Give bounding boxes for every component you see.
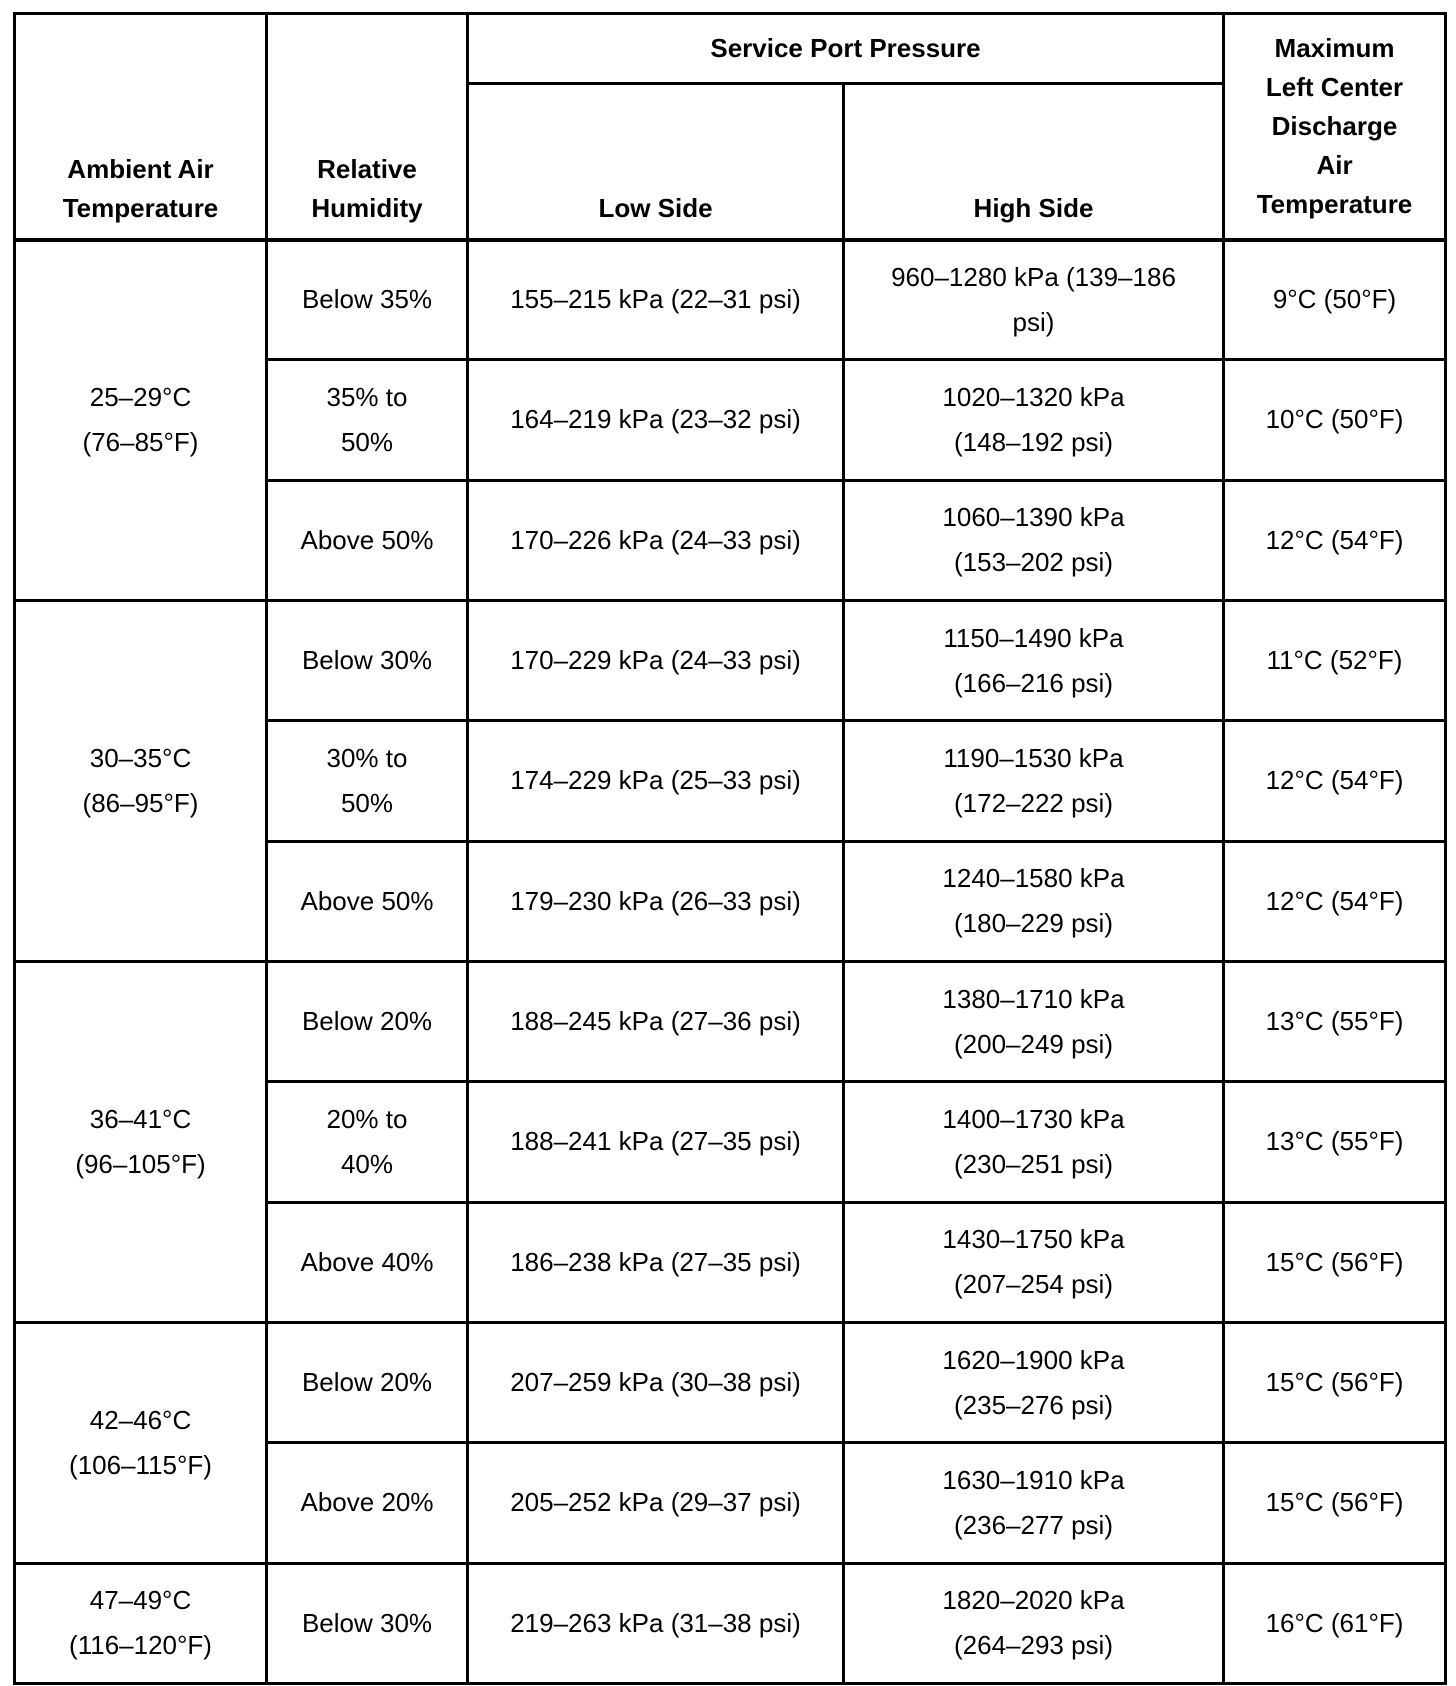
- discharge-temperature-cell: 15°C (56°F): [1224, 1322, 1446, 1442]
- high-side-pressure-cell: [844, 1443, 1224, 1563]
- relative-humidity-line-2: 50%: [340, 787, 394, 818]
- high-side-pressure-line-2: (172–222 psi): [954, 787, 1113, 818]
- high-side-pressure-line-2: (264–293 psi): [954, 1630, 1113, 1661]
- header-low-side: Low Side: [468, 84, 844, 240]
- ambient-temperature-cell: [15, 240, 267, 601]
- high-side-pressure-line-1: 1060–1390 kPa: [942, 502, 1125, 533]
- header-humidity-line-1: Relative: [317, 153, 417, 184]
- table-row: [15, 1563, 1446, 1683]
- header-ambient-air-temperature: [15, 14, 267, 240]
- relative-humidity-line-1: 30% to: [326, 742, 408, 773]
- low-side-pressure-cell: 170–229 kPa (24–33 psi): [468, 600, 844, 720]
- high-side-pressure-cell: [844, 1202, 1224, 1322]
- relative-humidity-cell: [267, 1202, 468, 1322]
- relative-humidity-line-1: 35% to: [326, 381, 408, 412]
- high-side-pressure-line-2: (200–249 psi): [954, 1028, 1113, 1059]
- table-row: [15, 961, 1446, 1081]
- relative-humidity-cell: [267, 360, 468, 480]
- ambient-temperature-cell: [15, 961, 267, 1322]
- relative-humidity-cell: [267, 1322, 468, 1442]
- header-discharge-line-1: Maximum: [1274, 33, 1395, 63]
- table-row: [15, 1322, 1446, 1442]
- discharge-temperature-cell: 12°C (54°F): [1224, 480, 1446, 600]
- discharge-temperature-cell: 12°C (54°F): [1224, 841, 1446, 961]
- relative-humidity-line-1: Above 50%: [300, 885, 434, 916]
- table-body: [15, 240, 1446, 1684]
- high-side-pressure-line-2: (235–276 psi): [954, 1389, 1113, 1420]
- high-side-pressure-line-1: 1240–1580 kPa: [942, 863, 1125, 894]
- discharge-temperature-cell: 15°C (56°F): [1224, 1443, 1446, 1563]
- relative-humidity-cell: [267, 721, 468, 841]
- ambient-temperature-cell: [15, 600, 267, 961]
- relative-humidity-line-2: 50%: [340, 426, 394, 457]
- relative-humidity-cell: [267, 1443, 468, 1563]
- low-side-pressure-cell: 155–215 kPa (22–31 psi): [468, 240, 844, 360]
- high-side-pressure-line-2: (153–202 psi): [954, 547, 1113, 578]
- discharge-temperature-cell: 13°C (55°F): [1224, 961, 1446, 1081]
- high-side-pressure-line-1: 1380–1710 kPa: [942, 983, 1125, 1014]
- high-side-pressure-line-1: 1400–1730 kPa: [942, 1103, 1125, 1134]
- high-side-pressure-line-1: 1430–1750 kPa: [942, 1224, 1125, 1255]
- header-humidity-line-2: Humidity: [311, 192, 423, 223]
- discharge-temperature-cell: 12°C (54°F): [1224, 721, 1446, 841]
- header-relative-humidity: [267, 14, 468, 240]
- relative-humidity-line-1: Below 20%: [301, 1367, 433, 1398]
- high-side-pressure-line-2: (236–277 psi): [954, 1509, 1113, 1540]
- header-service-port-pressure: Service Port Pressure: [468, 14, 1224, 84]
- relative-humidity-line-1: Above 40%: [300, 1246, 434, 1277]
- relative-humidity-cell: [267, 961, 468, 1081]
- high-side-pressure-cell: [844, 1563, 1224, 1683]
- high-side-pressure-cell: [844, 360, 1224, 480]
- relative-humidity-cell: [267, 600, 468, 720]
- high-side-pressure-line-1: 1020–1320 kPa: [942, 381, 1125, 412]
- ambient-temperature-cell: [15, 1322, 267, 1563]
- discharge-temperature-cell: 13°C (55°F): [1224, 1082, 1446, 1202]
- relative-humidity-cell: [267, 841, 468, 961]
- ambient-temperature-line-2: (76–85°F): [82, 427, 199, 458]
- discharge-temperature-cell: 16°C (61°F): [1224, 1563, 1446, 1683]
- high-side-pressure-line-1: 1820–2020 kPa: [942, 1585, 1125, 1616]
- high-side-pressure-cell: [844, 721, 1224, 841]
- high-side-pressure-line-2: (148–192 psi): [954, 426, 1113, 457]
- low-side-pressure-cell: 188–245 kPa (27–36 psi): [468, 961, 844, 1081]
- ambient-temperature-line-2: (106–115°F): [69, 1449, 212, 1480]
- header-discharge-line-2: Left Center: [1265, 72, 1404, 102]
- high-side-pressure-line-2: (207–254 psi): [954, 1269, 1113, 1300]
- ambient-temperature-line-1: 47–49°C: [89, 1585, 192, 1616]
- ambient-temperature-line-2: (96–105°F): [75, 1148, 206, 1179]
- relative-humidity-cell: [267, 1563, 468, 1683]
- low-side-pressure-cell: 207–259 kPa (30–38 psi): [468, 1322, 844, 1442]
- high-side-pressure-cell: [844, 961, 1224, 1081]
- high-side-pressure-line-1: 1630–1910 kPa: [942, 1464, 1125, 1495]
- high-side-pressure-line-1: 1620–1900 kPa: [942, 1344, 1125, 1375]
- low-side-pressure-cell: 179–230 kPa (26–33 psi): [468, 841, 844, 961]
- high-side-pressure-line-2: psi): [1012, 306, 1055, 337]
- header-discharge-line-3: Discharge: [1271, 111, 1398, 141]
- relative-humidity-cell: [267, 480, 468, 600]
- high-side-pressure-cell: [844, 240, 1224, 360]
- ambient-temperature-line-1: 36–41°C: [89, 1103, 192, 1134]
- low-side-pressure-cell: 186–238 kPa (27–35 psi): [468, 1202, 844, 1322]
- table-row: [15, 600, 1446, 720]
- high-side-pressure-line-1: 1150–1490 kPa: [943, 622, 1124, 653]
- table-row: [15, 240, 1446, 360]
- discharge-temperature-cell: 11°C (52°F): [1224, 600, 1446, 720]
- ambient-temperature-line-1: 42–46°C: [89, 1404, 192, 1435]
- high-side-pressure-cell: [844, 1082, 1224, 1202]
- relative-humidity-cell: [267, 240, 468, 360]
- low-side-pressure-cell: 205–252 kPa (29–37 psi): [468, 1443, 844, 1563]
- low-side-pressure-cell: 188–241 kPa (27–35 psi): [468, 1082, 844, 1202]
- relative-humidity-line-1: Below 30%: [301, 645, 433, 676]
- header-max-discharge-temperature: [1224, 14, 1446, 240]
- high-side-pressure-line-2: (180–229 psi): [954, 908, 1113, 939]
- high-side-pressure-line-2: (166–216 psi): [954, 667, 1113, 698]
- ambient-temperature-line-2: (116–120°F): [69, 1630, 212, 1661]
- header-discharge-line-5: Temperature: [1256, 189, 1413, 219]
- low-side-pressure-cell: 170–226 kPa (24–33 psi): [468, 480, 844, 600]
- low-side-pressure-cell: 164–219 kPa (23–32 psi): [468, 360, 844, 480]
- header-row-1: [15, 14, 1446, 84]
- low-side-pressure-cell: 219–263 kPa (31–38 psi): [468, 1563, 844, 1683]
- low-side-pressure-cell: 174–229 kPa (25–33 psi): [468, 721, 844, 841]
- high-side-pressure-cell: [844, 1322, 1224, 1442]
- high-side-pressure-line-1: 960–1280 kPa (139–186: [891, 261, 1176, 292]
- header-discharge-line-4: Air: [1316, 150, 1353, 180]
- relative-humidity-line-1: Below 20%: [301, 1006, 433, 1037]
- high-side-pressure-cell: [844, 600, 1224, 720]
- high-side-pressure-line-2: (230–251 psi): [954, 1148, 1113, 1179]
- ambient-temperature-cell: [15, 1563, 267, 1683]
- relative-humidity-line-1: 20% to: [326, 1103, 408, 1134]
- ambient-temperature-line-1: 30–35°C: [89, 742, 192, 773]
- relative-humidity-line-1: Above 50%: [300, 524, 434, 555]
- relative-humidity-line-1: Below 35%: [301, 284, 433, 315]
- ambient-temperature-line-1: 25–29°C: [89, 382, 192, 413]
- header-ambient-line-2: Temperature: [62, 192, 219, 223]
- high-side-pressure-cell: [844, 480, 1224, 600]
- header-ambient-line-1: Ambient Air: [67, 153, 214, 184]
- discharge-temperature-cell: 10°C (50°F): [1224, 360, 1446, 480]
- discharge-temperature-cell: 15°C (56°F): [1224, 1202, 1446, 1322]
- relative-humidity-line-2: 40%: [340, 1148, 394, 1179]
- ac-performance-table: [13, 12, 1447, 1685]
- header-high-side: High Side: [844, 84, 1224, 240]
- relative-humidity-cell: [267, 1082, 468, 1202]
- high-side-pressure-line-1: 1190–1530 kPa: [943, 742, 1124, 773]
- relative-humidity-line-1: Above 20%: [300, 1487, 434, 1518]
- discharge-temperature-cell: 9°C (50°F): [1224, 240, 1446, 360]
- high-side-pressure-cell: [844, 841, 1224, 961]
- ambient-temperature-line-2: (86–95°F): [82, 787, 199, 818]
- relative-humidity-line-1: Below 30%: [301, 1607, 433, 1638]
